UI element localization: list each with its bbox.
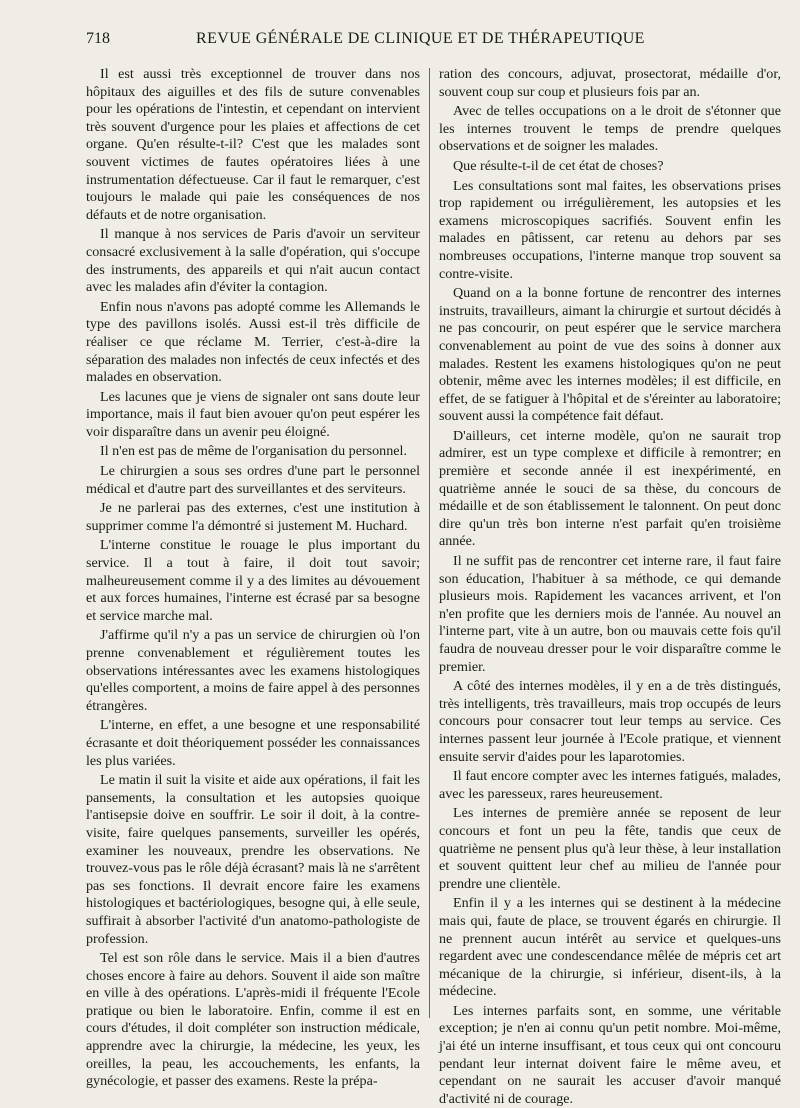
right-column <box>439 66 781 1107</box>
paragraph: Il manque à nos services de Paris d'avoir un serviteur consacré exclusivement à la salle d'opération, qui s'occupe des instruments, des appareils et qui n'ait aucun contact avec les malades afin d'éviter la contagion. <box>86 226 420 296</box>
paragraph: Quand on a la bonne fortune de rencontrer des internes instruits, travailleurs, aimant la chirurgie et surtout décidés à ne pas concourir, on peut espérer que le service marchera convenablement au point de vue des soins à donner aux malades. Restent les examens histologiques qu'on ne peut obtenir, même avec les internes modèles; il est difficile, en effet, de se fatiguer à l'hôpital et de s'éreinter au laboratoire; souvent aussi la compétence fait défaut. <box>439 285 781 425</box>
paragraph: Tel est son rôle dans le service. Mais il a bien d'autres choses encore à faire au dehors. Souvent il aide son maître en ville à des opérations. L'après-midi il fréquente l'Ecole pratique ou bien le laboratoire. Enfin, comme il est en cours d'études, il doit compléter son instruction médicale, apprendre avec la chirurgie, la médecine, les yeux, les oreilles, la peau, les accouchements, les enfants, la gynécologie, et passer des examens. Reste la prépa- <box>86 950 420 1090</box>
paragraph: Le chirurgien a sous ses ordres d'une part le personnel médical et d'autre part des surveillantes et des serviteurs. <box>86 463 420 497</box>
paragraph: Enfin il y a les internes qui se destinent à la médecine mais qui, faute de place, se trouvent égarés en chirurgie. Il ne prennent aucun intérêt au service et quelques-uns regardent avec une condescendance mêlée de mépris cet art mécanique de la chirurgie, si inférieur, disent-ils, à la médecine. <box>439 895 781 1000</box>
column-divider <box>429 68 430 1018</box>
paragraph: ration des concours, adjuvat, prosectorat, médaille d'or, souvent coup sur coup et plusieurs fois par an. <box>439 66 781 100</box>
paragraph: Il est aussi très exceptionnel de trouver dans nos hôpitaux des aiguilles et des fils de suture convenables pour les opérations de l'intestin, et cependant on intervient très souvent d'urgence pour les plaies et affections de cet organe. Qu'en résulte-t-il? C'est que les malades sont souvent victimes de fautes opératoires liées à une instrumentation défectueuse. Car il faut le remarquer, c'est toujours le malade qui paie les conséquences de nos défauts et de notre organisation. <box>86 66 420 223</box>
paragraph: Il n'en est pas de même de l'organisation du personnel. <box>100 443 407 460</box>
paragraph: Les consultations sont mal faites, les observations prises trop rapidement ou irrégulièrement, les autopsies et les examens microscopiques sacrifiés. Souvent enfin les malades en pâtissent, car retenu au dehors par ses nombreuses occupations, l'interne manque trop souvent sa contre-visite. <box>439 177 781 282</box>
running-title: REVUE GÉNÉRALE DE CLINIQUE ET DE THÉRAPEUTIQUE <box>196 30 645 47</box>
page-number: 718 <box>86 30 110 47</box>
paragraph: Le matin il suit la visite et aide aux opérations, il fait les pansements, la consultation et les autopsies quoique l'antisepsie doive en souffrir. Le soir il doit, à la contre-visite, faire quelques pansements, surveiller les opérés, examiner les nouveaux, prendre les observations. Ne trouvez-vous pas le rôle déjà écrasant? mais là ne s'arrêtent pas ses fonctions. Il devrait encore faire les examens histologiques et bactériologiques, besogne qui, à elle seule, suffirait à absorber l'activité d'un anatomo-pathologiste de profession. <box>86 772 420 947</box>
paragraph: A côté des internes modèles, il y en a de très distingués, très intelligents, très travailleurs, mais trop occupés de leurs concours pour consacrer tout leur temps au service. Ces internes passent leur journée à l'Ecole pratique, et viennent ensuite servir d'aides pour les laparotomies. <box>439 678 781 765</box>
paragraph: L'interne, en effet, a une besogne et une responsabilité écrasante et doit théoriquement posséder les connaissances les plus variées. <box>86 717 420 769</box>
paragraph: Enfin nous n'avons pas adopté comme les Allemands le type des pavillons isolés. Aussi est-il très difficile de réaliser ce que réclame M. Terrier, c'est-à-dire la séparation des malades non infectés de ceux infectés et des malades en observation. <box>86 298 420 386</box>
paragraph: Les internes de première année se reposent de leur concours et font un peu la fête, tandis que ceux de quatrième ne pensent plus qu'à leur thèse, à leur installation et souvent quittent leur chef au milieu de l'année pour prendre une clientèle. <box>439 805 781 892</box>
paragraph: Avec de telles occupations on a le droit de s'étonner que les internes trouvent le temps de prendre quelques observations et de soigner les malades. <box>439 103 781 155</box>
paragraph: J'affirme qu'il n'y a pas un service de chirurgien où l'on prenne convenablement et régulièrement toutes les observations intéressantes avec les examens histologiques qu'elles comportent, a moins de faire appel à des personnes étrangères. <box>86 627 420 714</box>
left-column <box>86 66 420 1090</box>
page-header <box>86 30 786 54</box>
paragraph: Il faut encore compter avec les internes fatigués, malades, avec les paresseux, rares heureusement. <box>439 768 781 802</box>
text-columns <box>86 66 786 1107</box>
paragraph: Les internes parfaits sont, en somme, une véritable exception; je n'en ai connu qu'un petit nombre. Moi-même, j'ai été un interne insuffisant, et tous ceux qui ont concouru pendant leur internat doivent faire le même aveu, et cependant on ne saurait les accuser d'avoir manqué d'activité ni de courage. <box>439 1002 781 1107</box>
paragraph: D'ailleurs, cet interne modèle, qu'on ne saurait trop admirer, est un type complexe et difficile à remontrer; en première et seconde année il est inexpérimenté, en quatrième année le souci de sa thèse, du concours de médaille et de son établissement le talonnent. On peut donc dire qu'un très bon interne n'est parfait qu'en troisième année. <box>439 427 781 550</box>
paragraph: Que résulte-t-il de cet état de choses? <box>453 157 664 174</box>
paragraph: L'interne constitue le rouage le plus important du service. Il a tout à faire, il doit tout savoir; malheureusement comme il y a des limites au dévouement et aux forces humaines, l'interne est écrasé par sa besogne et service marche mal. <box>86 537 420 624</box>
paragraph: Je ne parlerai pas des externes, c'est une institution à supprimer comme l'a démontré si justement M. Huchard. <box>86 500 420 534</box>
paragraph: Les lacunes que je viens de signaler ont sans doute leur importance, mais il faut bien avouer qu'on peut espérer les voir disparaître dans un avenir peu éloigné. <box>86 388 420 440</box>
paragraph: Il ne suffit pas de rencontrer cet interne rare, il faut faire son éducation, l'habituer à sa méthode, ce qui demande plusieurs mois. Rapidement les vacances arrivent, et l'on n'en profite que les derniers mois de l'année. Au nouvel an l'interne part, vite à un autre, bon ou mauvais cette fois qu'il faudra de nouveau dresser pour le voir disparaître comme le premier. <box>439 553 781 675</box>
